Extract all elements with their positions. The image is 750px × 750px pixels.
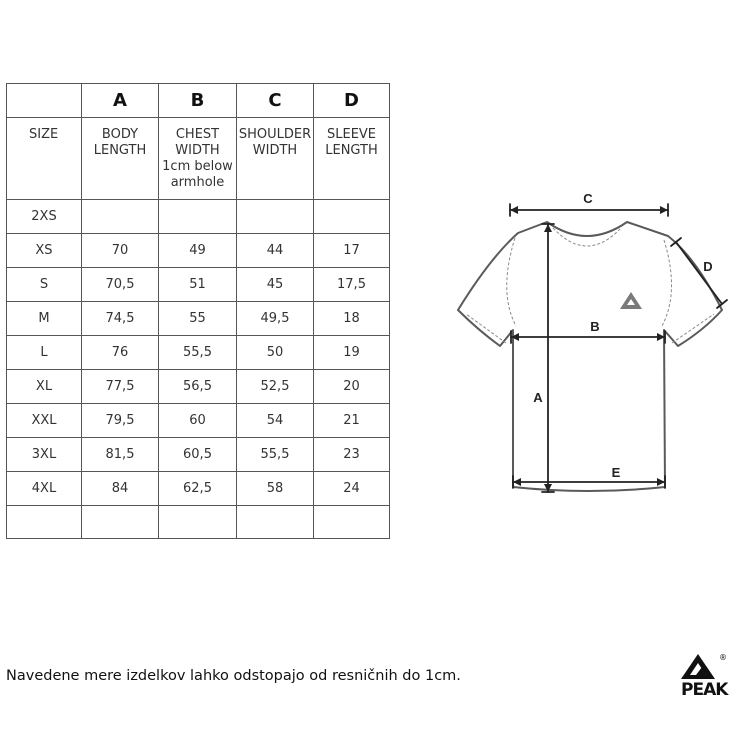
value-cell: 79,5	[82, 404, 159, 438]
column-header-row	[7, 118, 390, 200]
value-cell: 62,5	[159, 472, 237, 506]
value-cell: 55	[159, 302, 237, 336]
header-line: CHEST	[175, 127, 220, 142]
value-cell	[82, 506, 159, 539]
dimension-label-c: C	[583, 191, 593, 206]
value-cell: 60	[159, 404, 237, 438]
header-line: SHOULDER	[238, 127, 312, 142]
header-line: 1cm below	[162, 159, 233, 174]
size-cell: 4XL	[7, 472, 82, 506]
size-chart-table	[6, 83, 390, 539]
table-row	[7, 472, 390, 506]
header-line: armhole	[170, 175, 225, 190]
table-row	[7, 302, 390, 336]
table-row	[7, 200, 390, 234]
table-row	[7, 234, 390, 268]
letter-cell: D	[314, 84, 390, 118]
value-cell	[82, 200, 159, 234]
value-cell: 50	[237, 336, 314, 370]
value-cell: 55,5	[237, 438, 314, 472]
header-line: BODY	[101, 127, 139, 142]
value-cell: 74,5	[82, 302, 159, 336]
table-row	[7, 506, 390, 539]
value-cell: 60,5	[159, 438, 237, 472]
header-line: WIDTH	[175, 143, 220, 158]
value-cell	[314, 506, 390, 539]
value-cell: 19	[314, 336, 390, 370]
value-cell: 54	[237, 404, 314, 438]
registered-mark: ®	[719, 653, 727, 662]
header-shoulder-width	[237, 118, 314, 200]
value-cell: 52,5	[237, 370, 314, 404]
value-cell: 51	[159, 268, 237, 302]
value-cell: 24	[314, 472, 390, 506]
value-cell	[159, 200, 237, 234]
value-cell: 49	[159, 234, 237, 268]
value-cell	[237, 506, 314, 539]
letter-cell: C	[237, 84, 314, 118]
value-cell: 23	[314, 438, 390, 472]
header-chest-width	[159, 118, 237, 200]
tshirt-measurement-diagram	[450, 180, 740, 510]
size-cell: 2XS	[7, 200, 82, 234]
logo-wordmark: PEAK	[681, 680, 728, 700]
value-cell: 81,5	[82, 438, 159, 472]
table-row	[7, 404, 390, 438]
size-cell: 3XL	[7, 438, 82, 472]
header-sleeve-length	[314, 118, 390, 200]
dimension-line-d	[676, 242, 722, 304]
dimension-label-d: D	[703, 259, 713, 274]
header-line: SLEEVE	[326, 127, 377, 142]
value-cell	[314, 200, 390, 234]
size-cell: XS	[7, 234, 82, 268]
value-cell: 76	[82, 336, 159, 370]
value-cell: 20	[314, 370, 390, 404]
peak-logo	[678, 653, 742, 701]
peak-logo-icon	[678, 653, 718, 681]
table-row	[7, 438, 390, 472]
value-cell: 17,5	[314, 268, 390, 302]
value-cell: 21	[314, 404, 390, 438]
value-cell: 77,5	[82, 370, 159, 404]
value-cell: 44	[237, 234, 314, 268]
size-cell: S	[7, 268, 82, 302]
value-cell: 70,5	[82, 268, 159, 302]
dimension-arrowheads	[510, 206, 668, 492]
size-cell: XL	[7, 370, 82, 404]
measurement-disclaimer: Navedene mere izdelkov lahko odstopajo od resničnih do 1cm.	[6, 668, 461, 684]
value-cell: 49,5	[237, 302, 314, 336]
size-cell	[7, 506, 82, 539]
header-line: WIDTH	[252, 143, 298, 158]
dimension-label-e: E	[611, 465, 621, 480]
peak-triangle-icon	[620, 292, 642, 309]
size-cell: M	[7, 302, 82, 336]
header-size	[7, 118, 82, 200]
size-cell: XXL	[7, 404, 82, 438]
value-cell: 70	[82, 234, 159, 268]
size-cell: L	[7, 336, 82, 370]
header-line: LENGTH	[93, 143, 147, 158]
value-cell	[159, 506, 237, 539]
dimension-label-a: A	[533, 390, 543, 405]
table-row	[7, 336, 390, 370]
value-cell: 56,5	[159, 370, 237, 404]
dimension-label-b: B	[590, 319, 600, 334]
value-cell: 45	[237, 268, 314, 302]
tshirt-outline	[458, 222, 722, 491]
value-cell: 17	[314, 234, 390, 268]
dimension-lines	[510, 204, 727, 492]
letter-cell: B	[159, 84, 237, 118]
column-letters-row	[7, 84, 390, 118]
header-line: LENGTH	[325, 143, 378, 158]
value-cell: 55,5	[159, 336, 237, 370]
value-cell: 18	[314, 302, 390, 336]
letter-cell	[7, 84, 82, 118]
value-cell: 58	[237, 472, 314, 506]
table-row	[7, 370, 390, 404]
value-cell: 84	[82, 472, 159, 506]
header-body-length	[82, 118, 159, 200]
header-line: SIZE	[29, 127, 59, 142]
value-cell	[237, 200, 314, 234]
table-row	[7, 268, 390, 302]
letter-cell: A	[82, 84, 159, 118]
